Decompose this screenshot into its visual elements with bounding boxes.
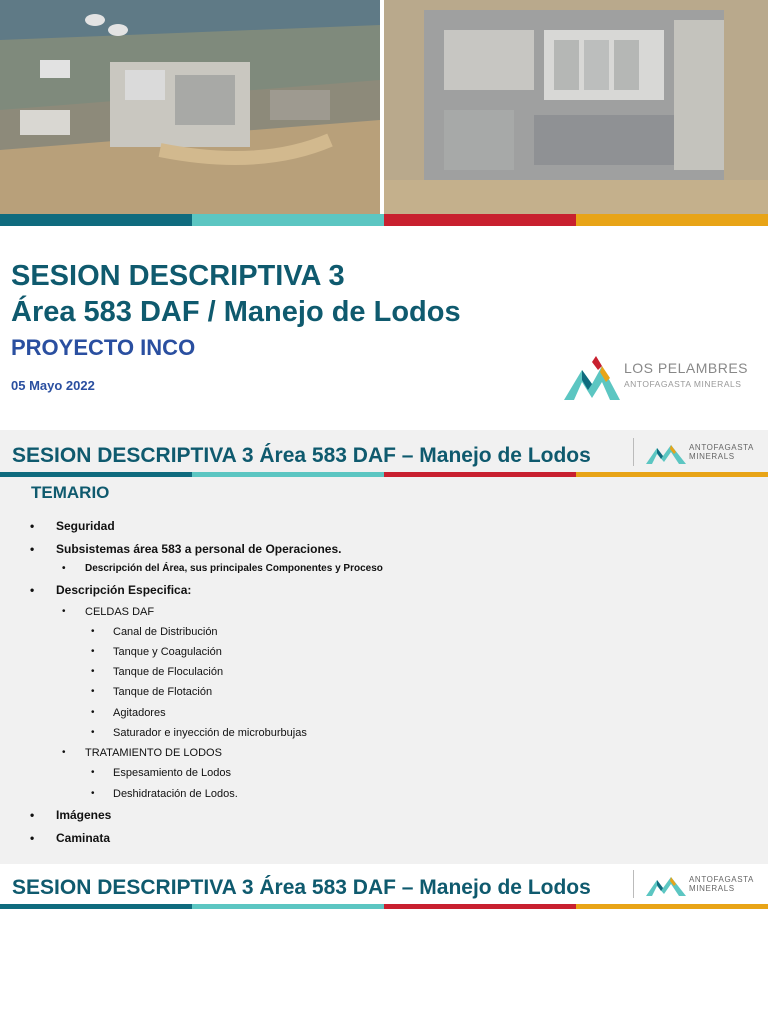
aerial-photo-left — [0, 0, 380, 214]
logo-line1: ANTOFAGASTA — [689, 875, 754, 884]
section-title: TEMARIO — [31, 483, 110, 502]
color-stripe-top — [0, 214, 768, 226]
antofagasta-logo — [645, 438, 755, 468]
list-item: • Caminata — [56, 831, 110, 845]
list-item: • Saturador e inyección de microburbujas — [113, 727, 307, 739]
slide-temario — [0, 430, 768, 864]
list-item: • Tanque de Flotación — [113, 686, 212, 698]
logo-line2: MINERALS — [689, 884, 735, 893]
aerial-photo-right — [384, 0, 768, 214]
list-item: • Tanque y Coagulación — [113, 646, 222, 658]
los-pelambres-logo — [562, 352, 752, 404]
logo-line1: ANTOFAGASTA — [689, 443, 754, 452]
list-item: • Imágenes — [56, 808, 111, 822]
brand-sub: ANTOFAGASTA MINERALS — [624, 379, 742, 389]
list-item: • Agitadores — [113, 707, 166, 719]
mountain-logo-icon — [645, 442, 687, 466]
color-stripe-header — [0, 472, 768, 477]
list-item: • Deshidratación de Lodos. — [113, 788, 238, 800]
list-item: • Descripción del Área, sus principales Componentes y Proceso — [85, 563, 383, 574]
slide-title-line1: SESION DESCRIPTIVA 3 — [11, 260, 345, 292]
logo-text — [689, 443, 754, 461]
slide-date: 05 Mayo 2022 — [11, 378, 95, 393]
slide-title-line2: Área 583 DAF / Manejo de Lodos — [11, 296, 461, 328]
slide-subtitle: PROYECTO INCO — [11, 335, 196, 360]
list-item: • CELDAS DAF — [85, 606, 154, 618]
mountain-logo-icon — [645, 874, 687, 898]
brand-name: LOS PELAMBRES — [624, 360, 748, 376]
list-item: • Descripción Especifica: — [56, 583, 191, 597]
antofagasta-logo — [645, 870, 755, 900]
header-divider — [633, 438, 634, 466]
logo-line2: MINERALS — [689, 452, 735, 461]
list-item: • Tanque de Floculación — [113, 666, 223, 678]
slide3-header-title: SESION DESCRIPTIVA 3 Área 583 DAF – Manejo de Lodos — [12, 876, 591, 899]
mountain-logo-icon — [562, 352, 622, 404]
logo-text — [689, 875, 754, 893]
list-item: • Seguridad — [56, 519, 115, 533]
header-divider — [633, 870, 634, 898]
list-item: • Subsistemas área 583 a personal de Operaciones. — [56, 542, 341, 556]
list-item: • TRATAMIENTO DE LODOS — [85, 747, 222, 759]
color-stripe-header — [0, 904, 768, 909]
list-item: • Canal de Distribución — [113, 626, 218, 638]
slide-header-title: SESION DESCRIPTIVA 3 Área 583 DAF – Manejo de Lodos — [12, 444, 591, 467]
list-item: • Espesamiento de Lodos — [113, 767, 231, 779]
